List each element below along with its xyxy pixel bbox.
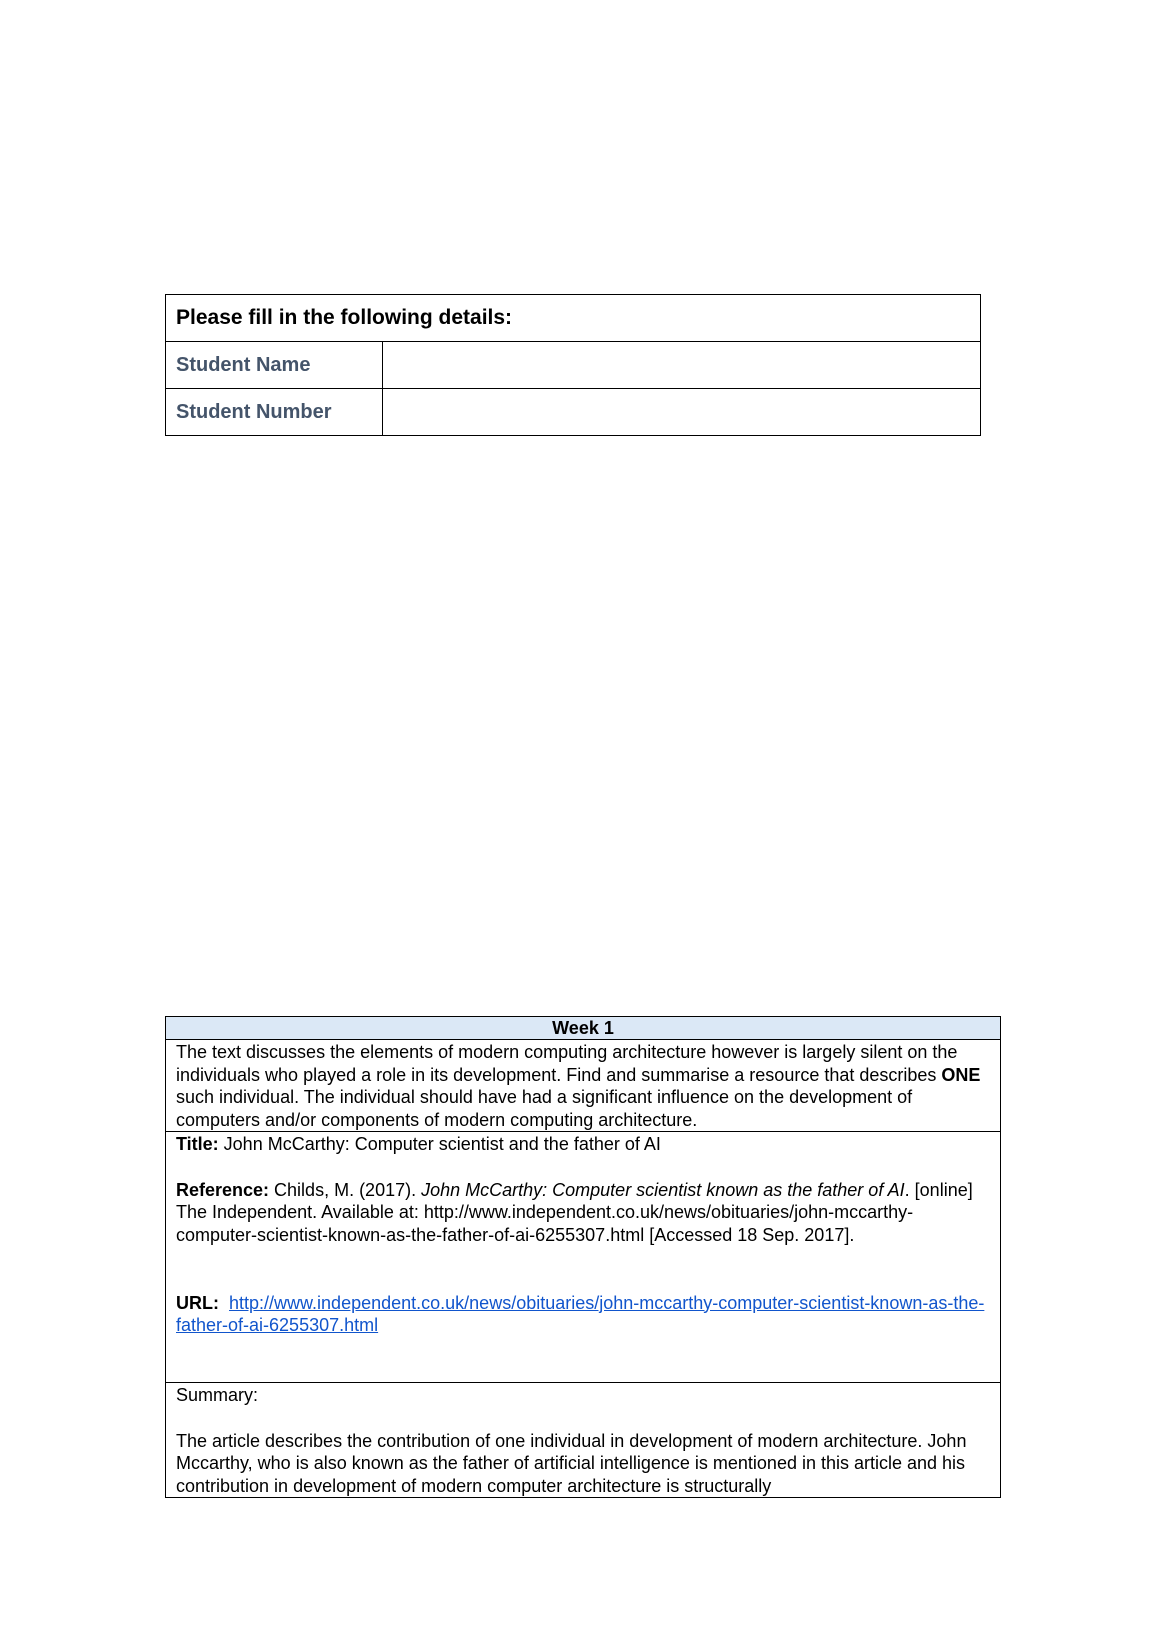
- title-value: John McCarthy: Computer scientist and the father of AI: [218, 1134, 661, 1155]
- summary-row: [166, 1383, 1001, 1498]
- source-row: [166, 1132, 1001, 1383]
- prompt-post: such individual. The individual should have had a significant influence on the development of computers and/or components of modern computing architecture.: [176, 1087, 913, 1130]
- title-line: [176, 1133, 990, 1156]
- details-header-row: [166, 295, 981, 342]
- reference-post: . [online] The Independent. Available at: http://www.independent.co.uk/news/obituaries/john-mccarthy-computer-scientist-known-as-the-father-of-ai-6255307.html [Accessed 18 Sep. 2017].: [176, 1179, 973, 1245]
- week-header-row: [166, 1017, 1001, 1040]
- url-link[interactable]: http://www.independent.co.uk/news/obituaries/john-mccarthy-computer-scientist-known-as-the-father-of-ai-6255307.html: [176, 1292, 985, 1336]
- title-label: Title:: [176, 1134, 219, 1155]
- student-number-row: [166, 389, 981, 436]
- prompt-pre: The text discusses the elements of modern computing architecture however is largely silent on the individuals who played a role in its development. Find and summarise a resource that describes: [176, 1042, 958, 1085]
- student-number-field[interactable]: [382, 389, 980, 436]
- prompt-text: [176, 1041, 990, 1131]
- prompt-bold: ONE: [941, 1064, 981, 1085]
- reference-italic: John McCarthy: Computer scientist known as the father of AI: [421, 1179, 905, 1200]
- student-name-label: Student Name: [166, 342, 383, 389]
- source-cell: [166, 1132, 1001, 1383]
- reference-label: Reference:: [176, 1179, 270, 1200]
- week-1-table: [165, 1016, 1001, 1498]
- url-label: URL:: [176, 1292, 219, 1313]
- summary-cell: [166, 1383, 1001, 1498]
- student-name-row: [166, 342, 981, 389]
- url-line: [176, 1292, 990, 1337]
- details-header: Please fill in the following details:: [166, 295, 981, 342]
- week-header: Week 1: [166, 1017, 1001, 1040]
- reference-line: [176, 1179, 990, 1247]
- summary-label: Summary:: [176, 1385, 259, 1406]
- prompt-cell: [166, 1040, 1001, 1132]
- student-number-label: Student Number: [166, 389, 383, 436]
- student-name-field[interactable]: [382, 342, 980, 389]
- prompt-row: [166, 1040, 1001, 1132]
- reference-pre: Childs, M. (2017).: [269, 1179, 422, 1200]
- summary-text: The article describes the contribution of one individual in development of modern architecture. John Mccarthy, who is also known as the father of artificial intelligence is mentioned in this article and his contribution in development of modern computer architecture is structurally: [176, 1430, 967, 1496]
- student-details-table: [165, 294, 981, 436]
